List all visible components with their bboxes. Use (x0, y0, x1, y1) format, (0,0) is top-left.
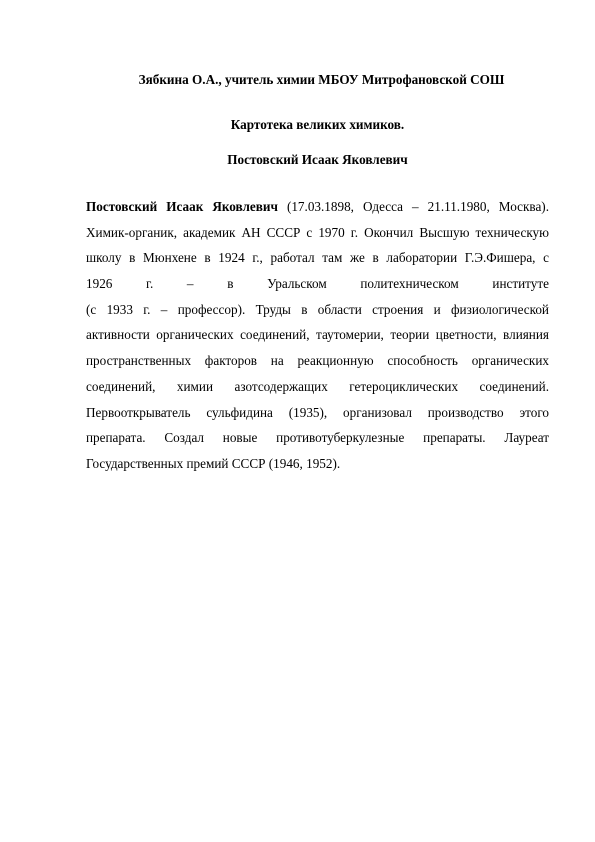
person-title: Постовский Исаак Яковлевич (227, 152, 408, 167)
biography-line: препарата. Создал новые противотуберкулезные препараты. Лауреат (86, 430, 549, 446)
biography-line: Государственных премий СССР (1946, 1952). (86, 455, 341, 471)
document-subtitle: Картотека великих химиков. (230, 117, 405, 132)
biography-line: пространственных факторов на реакционную способность органических (86, 353, 549, 369)
author-line: Зябкина О.А., учитель химии МБОУ Митрофановской СОШ (138, 72, 505, 87)
biography-line: соединений, химии азотсодержащих гетероциклических соединений. (86, 378, 549, 394)
biography-text (86, 194, 549, 477)
biography-line: активности органических соединений, таутомерии, теории цветности, влияния (86, 327, 549, 343)
person-name-inline: Постовский Исаак Яковлевич (86, 199, 278, 214)
biography-line-text: (17.03.1898, Одесса – 21.11.1980, Москва). (277, 199, 549, 214)
biography-line: Первооткрыватель сульфидина (1935), организовал производство этого (86, 404, 549, 420)
biography-line: (с 1933 г. – профессор). Труды в области строения и физиологической (86, 301, 549, 317)
biography-line: 1926 г. – в Уральском политехническом институте (86, 276, 549, 292)
biography-line: школу в Мюнхене в 1924 г., работал там же в лаборатории Г.Э.Фишера, с (86, 250, 549, 266)
biography-line: Химик-органик, академик АН СССР с 1970 г. Окончил Высшую техническую (86, 224, 549, 240)
biography-line (86, 194, 549, 220)
